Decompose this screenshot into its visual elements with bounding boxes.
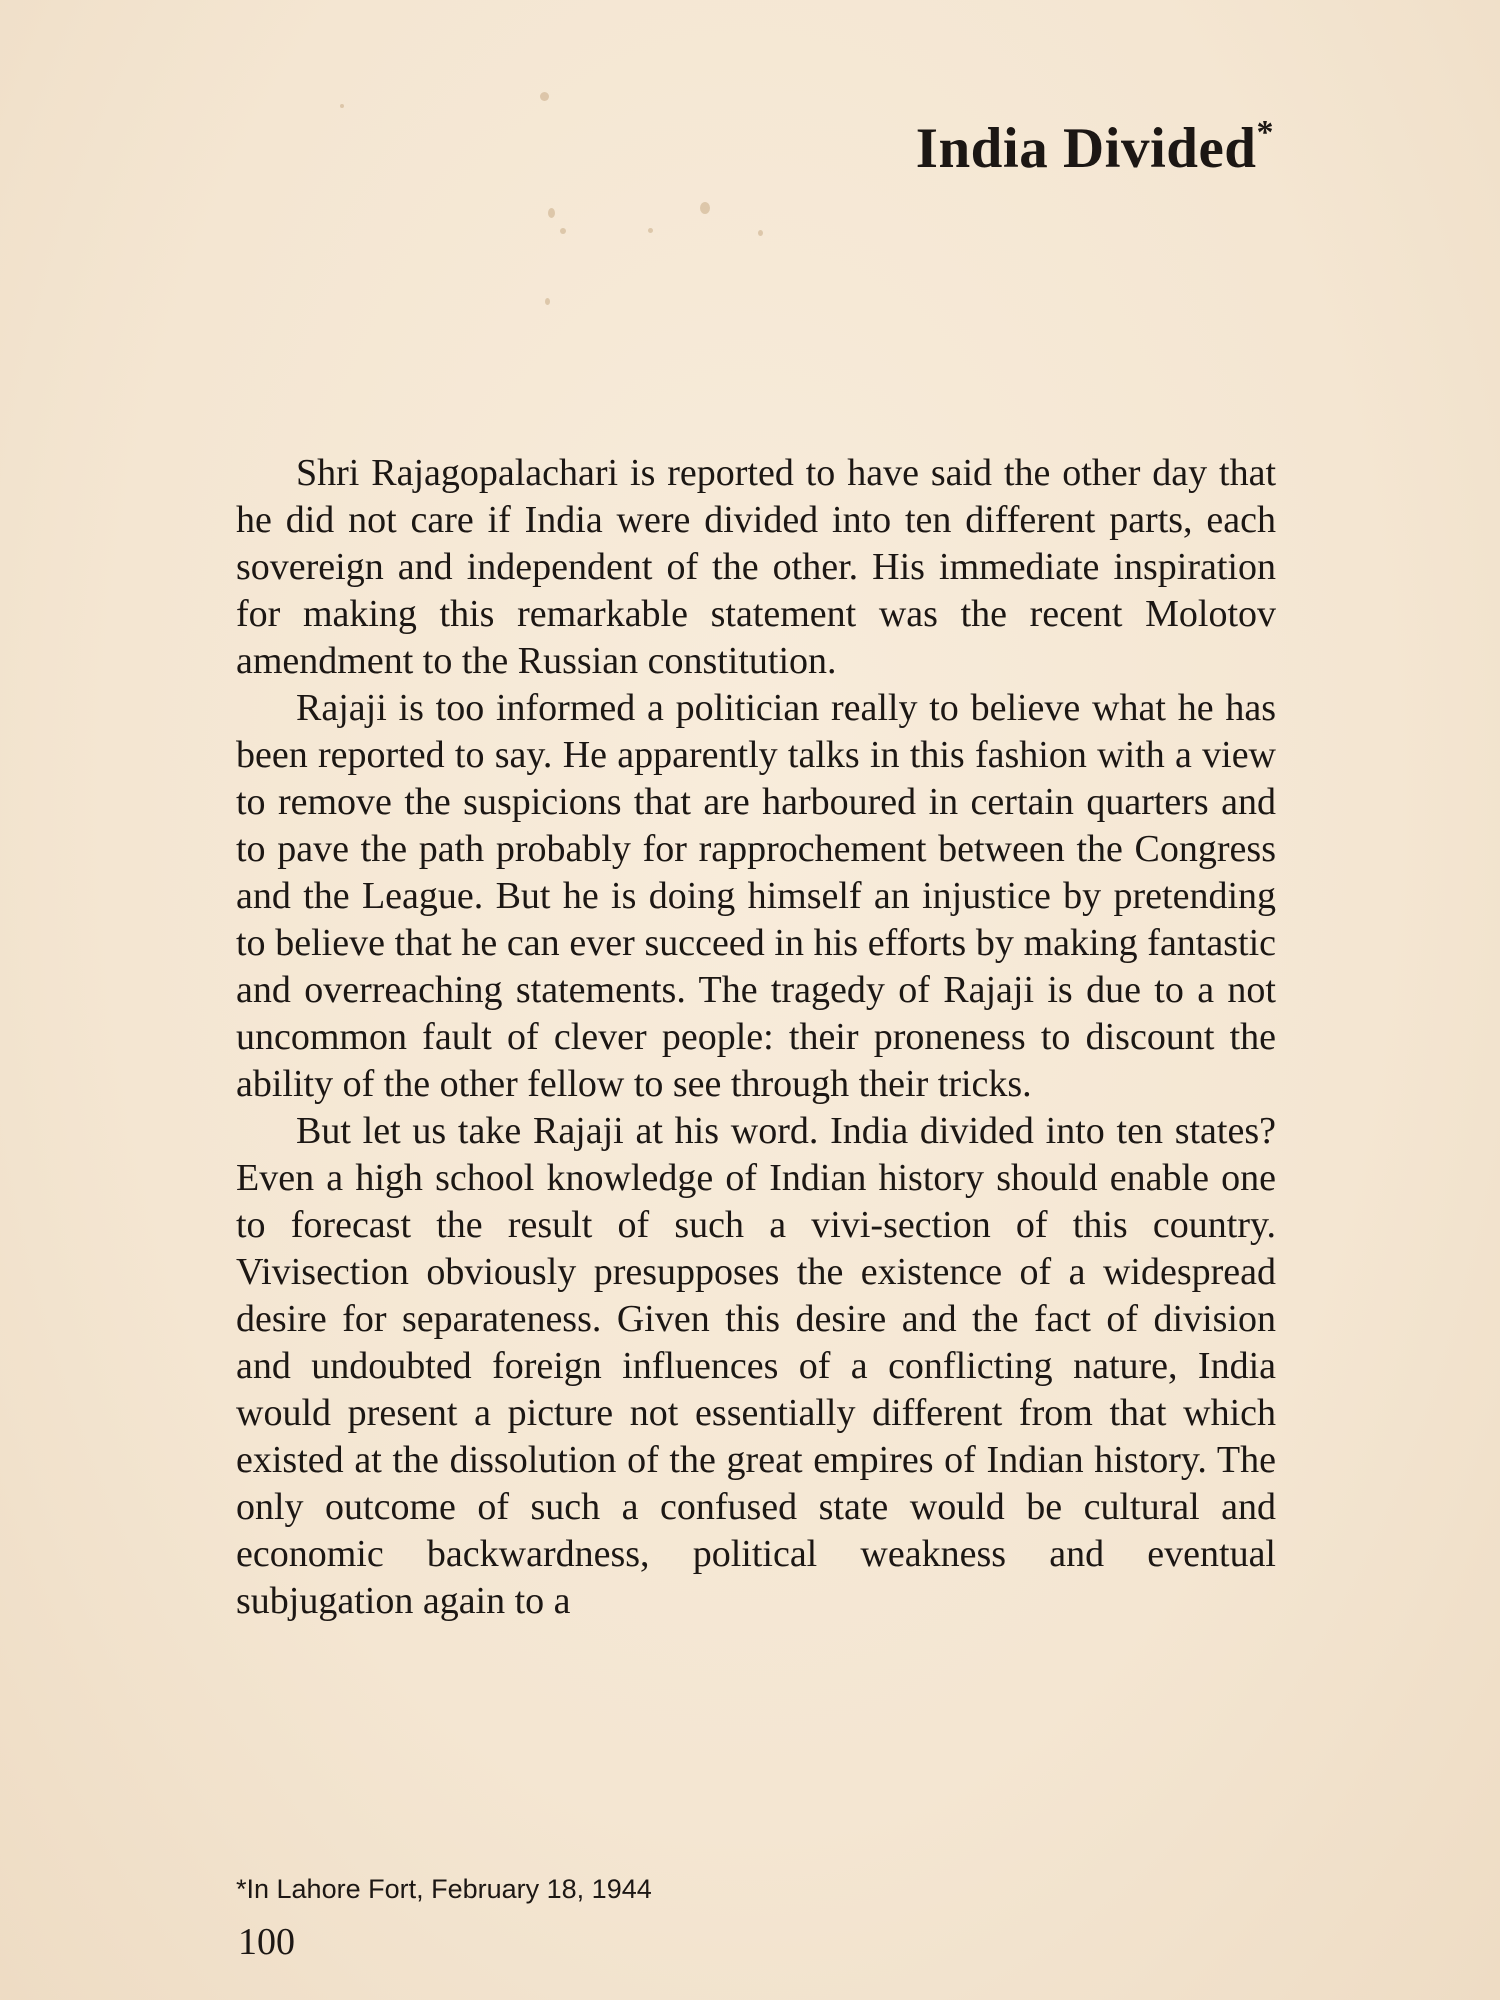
page-title: [916, 116, 1274, 181]
article-body: [236, 450, 1276, 1625]
paragraph-1: Shri Rajagopalachari is reported to have said the other day that he did not care if India were divided into ten different parts, each sovereign and independent of the other. His immediate inspiration for making this remarkable statement was the recent Molotov amendment to the Russian constitution.: [236, 452, 1276, 682]
page-number: 100: [238, 1921, 295, 1963]
title-text: India Divided: [915, 117, 1257, 181]
footnote: *In Lahore Fort, February 18, 1944: [236, 1874, 652, 1904]
paper-speck: [545, 298, 550, 305]
paper-speck: [340, 104, 344, 108]
paper-speck: [700, 202, 710, 214]
title-footnote-marker: *: [1256, 114, 1274, 152]
paper-speck: [548, 208, 555, 218]
paper-speck: [560, 228, 566, 234]
paper-speck: [648, 228, 653, 233]
paper-speck: [758, 230, 763, 236]
paper-speck: [540, 92, 549, 101]
paragraph-2: Rajaji is too informed a politician really to believe what he has been reported to say. He apparently talks in this fashion with a view to remove the suspicions that are harboured in certain quarters and to pave the path probably for rapprochement between the Congress and the League. But he is doing himself an injustice by pretending to believe that he can ever succeed in his efforts by making fantastic and overreaching statements. The tragedy of Rajaji is due to a not uncommon fault of clever people: their proneness to discount the ability of the other fellow to see through their tricks.: [236, 687, 1276, 1105]
paragraph-3: But let us take Rajaji at his word. India divided into ten states? Even a high school knowledge of Indian history should enable one to forecast the result of such a vivi-section of this country. Vivisection obviously presupposes the existence of a widespread desire for separateness. Given this desire and the fact of division and undoubted foreign influences of a conflicting nature, India would present a picture not essentially different from that which existed at the dissolution of the great empires of Indian history. The only outcome of such a confused state would be cultural and economic backwardness, political weakness and eventual subjugation again to a: [236, 1110, 1276, 1622]
